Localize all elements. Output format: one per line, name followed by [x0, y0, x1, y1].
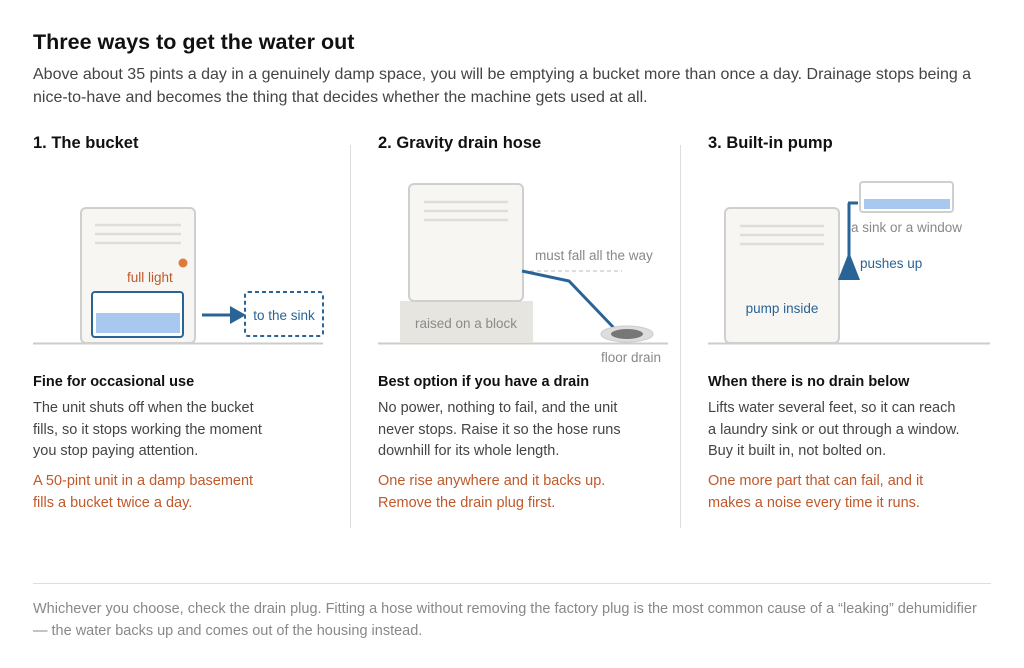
to-the-sink-label: to the sink	[253, 308, 315, 323]
bucket-illustration	[33, 170, 333, 360]
option-body: The unit shuts off when the bucket fills, so it stops working the moment you stop paying attention.	[33, 400, 262, 459]
option-bucket	[33, 134, 333, 511]
footer-note: Whichever you choose, check the drain plug. Fitting a hose without removing the factory plug is the most common cause of a “leaking” dehumidifier — the water backs up and comes out of the housing instead.	[33, 601, 977, 639]
footer-divider	[33, 583, 991, 584]
option-heading: 1. The bucket	[33, 134, 139, 152]
arrow-right-icon	[230, 306, 246, 324]
arrow-up-icon	[838, 252, 860, 280]
water-fill	[864, 199, 950, 209]
option-subheading: When there is no drain below	[708, 374, 910, 390]
full-light-label: full light	[127, 270, 173, 285]
drain-hose	[522, 271, 614, 328]
floor-drain-label: floor drain	[600, 350, 662, 365]
water-fill	[96, 313, 180, 333]
full-light-icon	[179, 259, 188, 268]
must-fall-label: must fall all the way	[535, 248, 653, 263]
option-heading: 2. Gravity drain hose	[378, 134, 542, 152]
gravity-hose-illustration	[378, 170, 678, 370]
sink-or-window-label: a sink or a window	[851, 220, 963, 235]
option-gravity-hose	[378, 134, 678, 511]
column-divider	[350, 145, 351, 528]
option-body: No power, nothing to fail, and the unit never stops. Raise it so the hose runs downhill for its whole length.	[378, 400, 621, 459]
intro-paragraph: Above about 35 pints a day in a genuinely damp space, you will be emptying a bucket more than once a day. Drainage stops being a nice-to-have and becomes the thing that decides whether the machine gets used at all.	[33, 66, 972, 106]
dehumidifier-unit	[725, 208, 839, 343]
column-divider	[680, 145, 681, 528]
option-warning: One rise anywhere and it backs up. Remove the drain plug first.	[378, 473, 606, 511]
pushes-up-label: pushes up	[860, 256, 923, 271]
option-subheading: Fine for occasional use	[33, 374, 195, 390]
option-body: Lifts water several feet, so it can reach a laundry sink or out through a window. Buy it built in, not bolted on.	[708, 400, 960, 459]
option-warning: A 50-pint unit in a damp basement fills a bucket twice a day.	[33, 473, 254, 511]
option-built-in-pump	[708, 134, 1008, 511]
pump-inside-label: pump inside	[745, 301, 819, 316]
option-heading: 3. Built-in pump	[708, 134, 833, 152]
page-title: Three ways to get the water out	[33, 30, 355, 54]
pump-illustration	[708, 170, 1008, 360]
option-warning: One more part that can fail, and it makes a noise every time it runs.	[708, 473, 924, 511]
option-subheading: Best option if you have a drain	[378, 374, 590, 390]
raised-block-label: raised on a block	[414, 316, 518, 331]
